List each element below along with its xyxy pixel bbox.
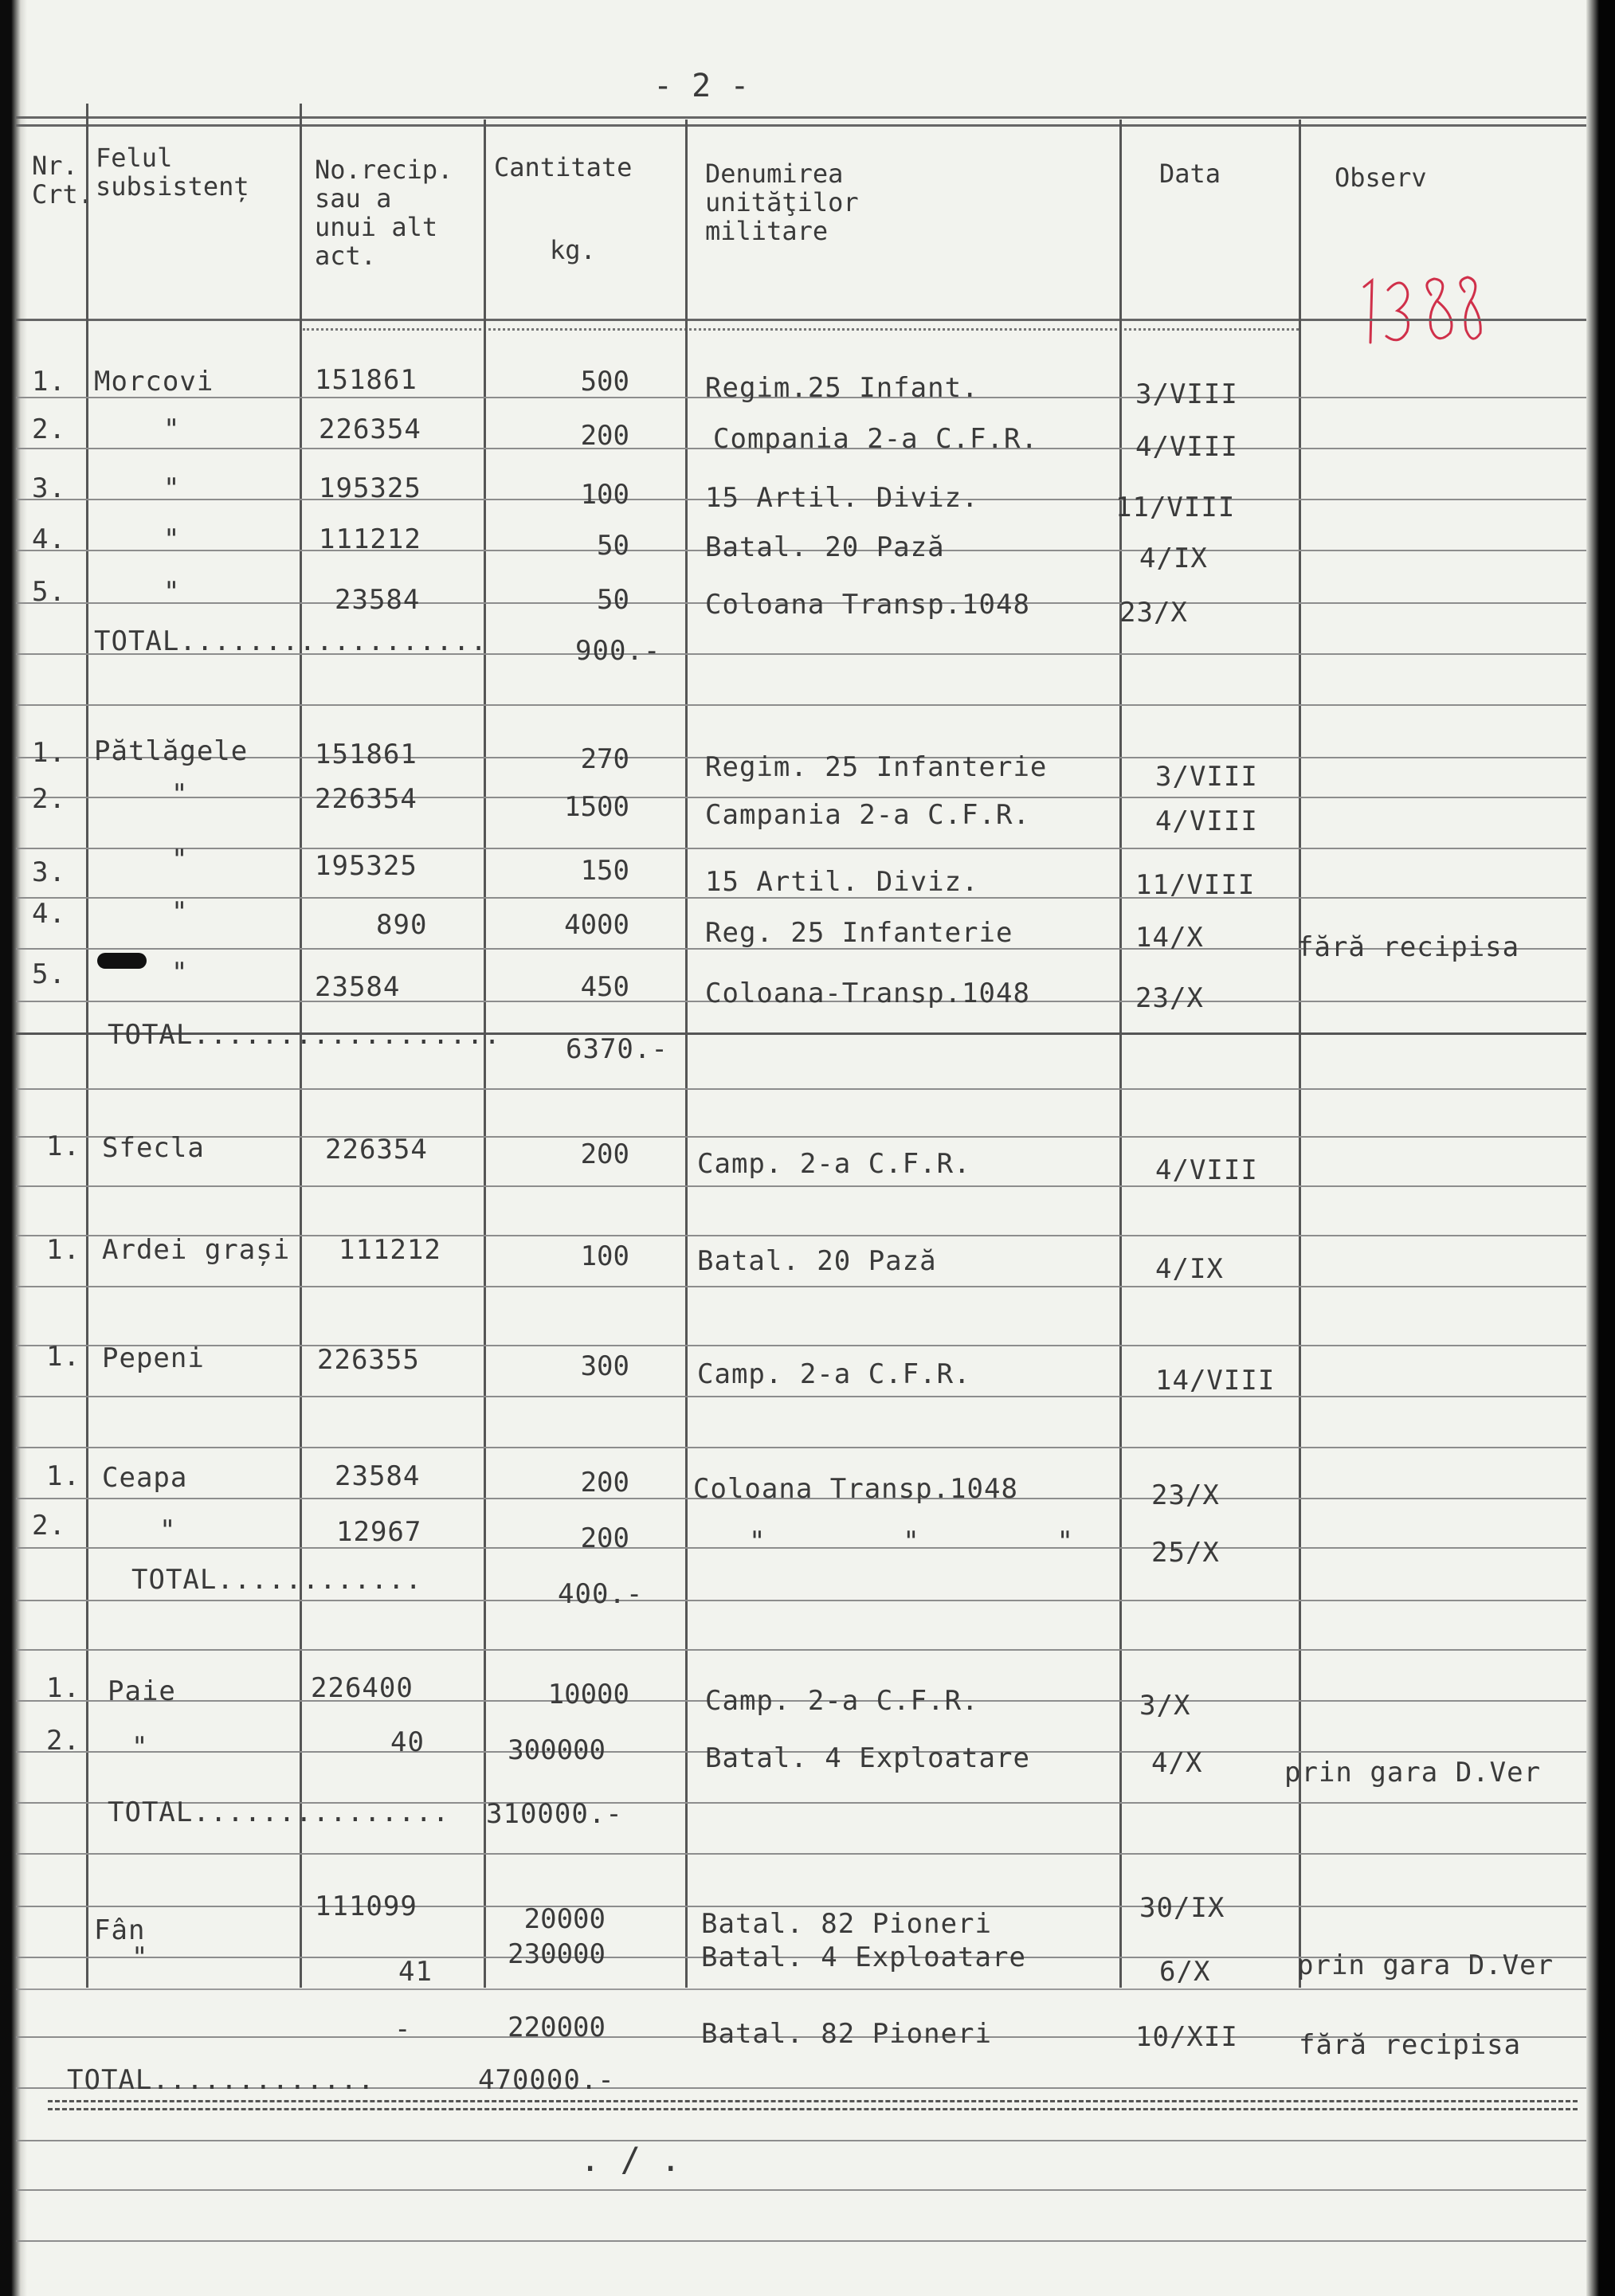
row-product: Paie bbox=[108, 1675, 176, 1707]
column-line bbox=[1119, 120, 1122, 1988]
total-label: TOTAL............ bbox=[131, 1564, 422, 1596]
row-obs: fără recipisa bbox=[1299, 2029, 1522, 2061]
header-nr-recipisa: No.recip. sau a unui alt act. bbox=[315, 155, 453, 271]
row-date: 4/VIII bbox=[1155, 805, 1258, 837]
row-qty: 270 bbox=[580, 743, 629, 775]
row-product: " bbox=[159, 1514, 177, 1546]
row-nr: 5. bbox=[32, 576, 66, 608]
row-recip: - bbox=[394, 2013, 412, 2045]
row-date: 10/XII bbox=[1135, 2021, 1238, 2053]
row-qty: 450 bbox=[580, 971, 629, 1003]
row-product: Ceapa bbox=[102, 1462, 188, 1494]
bottom-rule bbox=[48, 2100, 1578, 2102]
row-unit: Camp. 2-a C.F.R. bbox=[697, 1358, 971, 1390]
row-unit: Reg. 25 Infanterie bbox=[705, 917, 1013, 949]
column-line bbox=[1299, 120, 1301, 1988]
row-qty: 150 bbox=[580, 855, 629, 887]
row-product: Sfecla bbox=[102, 1132, 205, 1164]
row-nr: 1. bbox=[32, 366, 66, 398]
total-value: 6370.- bbox=[566, 1033, 668, 1065]
top-rule-2 bbox=[16, 124, 1605, 127]
page-number: - 2 - bbox=[653, 68, 750, 104]
row-date: 4/IX bbox=[1155, 1253, 1224, 1285]
row-nr: 1. bbox=[46, 1460, 80, 1492]
row-recip: 151861 bbox=[315, 364, 417, 396]
header-rule-dotted bbox=[303, 328, 1299, 331]
row-unit: Batal. 4 Exploatare bbox=[701, 1941, 1026, 1973]
row-qty: 300 bbox=[580, 1350, 629, 1382]
row-date: 6/X bbox=[1159, 1956, 1211, 1988]
row-nr: 1. bbox=[46, 1672, 80, 1704]
row-unit: Batal. 82 Pioneri bbox=[701, 2018, 992, 2050]
row-unit: Regim. 25 Infanterie bbox=[705, 751, 1048, 783]
row-nr: 1. bbox=[46, 1341, 80, 1373]
row-unit: Batal. 82 Pioneri bbox=[701, 1908, 992, 1940]
row-recip: 111212 bbox=[339, 1234, 441, 1266]
row-product: Fân bbox=[94, 1914, 146, 1946]
row-date: 3/VIII bbox=[1155, 761, 1258, 793]
row-recip: 111212 bbox=[319, 523, 421, 555]
row-product: " bbox=[171, 957, 189, 989]
row-unit: Coloana Transp.1048 bbox=[705, 589, 1030, 621]
row-product: Morcovi bbox=[94, 366, 214, 398]
row-nr: 1. bbox=[46, 1234, 80, 1266]
row-nr: 3. bbox=[32, 472, 66, 504]
row-product: " bbox=[163, 472, 181, 504]
row-qty: 200 bbox=[580, 420, 629, 452]
row-product: " bbox=[163, 523, 181, 555]
row-recip: 40 bbox=[390, 1726, 425, 1758]
total-label: TOTAL............. bbox=[67, 2064, 375, 2096]
row-date: 11/VIII bbox=[1135, 869, 1256, 901]
row-unit: 15 Artil. Diviz. bbox=[705, 482, 979, 514]
row-nr: 1. bbox=[46, 1130, 80, 1162]
row-product: Pepeni bbox=[102, 1342, 205, 1374]
row-nr: 1. bbox=[32, 737, 66, 769]
row-date: 23/X bbox=[1119, 597, 1188, 629]
row-qty: 100 bbox=[580, 479, 629, 511]
row-qty: 10000 bbox=[547, 1679, 629, 1710]
row-qty: 200 bbox=[580, 1522, 629, 1554]
row-unit: Batal. 20 Pază bbox=[697, 1245, 937, 1277]
row-recip: 23584 bbox=[335, 584, 421, 616]
row-product: " bbox=[131, 1731, 149, 1763]
total-label: TOTAL.................. bbox=[94, 625, 488, 657]
row-date: 14/VIII bbox=[1155, 1365, 1276, 1397]
row-unit: Compania 2-a C.F.R. bbox=[713, 423, 1038, 455]
row-obs: prin gara D.Ver bbox=[1297, 1949, 1554, 1981]
column-line bbox=[685, 120, 688, 1988]
row-date: 3/X bbox=[1139, 1690, 1191, 1722]
row-product: " bbox=[131, 1941, 149, 1973]
row-date: 4/X bbox=[1151, 1747, 1203, 1779]
row-recip: 195325 bbox=[315, 850, 417, 882]
header-rule bbox=[16, 319, 1605, 321]
row-product: Ardei grași bbox=[102, 1234, 291, 1266]
row-date: 25/X bbox=[1151, 1537, 1220, 1569]
header-denumirea: Denumirea unităţilor militare bbox=[705, 159, 859, 246]
row-unit: Coloana-Transp.1048 bbox=[705, 978, 1030, 1009]
row-recip: 12967 bbox=[336, 1516, 422, 1548]
row-nr: 2. bbox=[32, 413, 66, 445]
row-nr: 2. bbox=[32, 783, 66, 815]
row-unit: Coloana Transp.1048 bbox=[693, 1473, 1018, 1505]
row-nr: 2. bbox=[46, 1725, 80, 1757]
row-unit: 15 Artil. Diviz. bbox=[705, 866, 979, 898]
total-value: 470000.- bbox=[478, 2064, 615, 2096]
row-unit: Camp. 2-a C.F.R. bbox=[705, 1685, 979, 1717]
row-qty: 4000 bbox=[564, 909, 629, 941]
row-date: 11/VIII bbox=[1115, 492, 1236, 523]
row-recip: 890 bbox=[376, 909, 428, 941]
row-recip: 23584 bbox=[315, 971, 401, 1003]
row-qty: 200 bbox=[580, 1467, 629, 1499]
row-unit: Batal. 4 Exploatare bbox=[705, 1742, 1030, 1774]
row-qty: 1500 bbox=[564, 791, 629, 823]
row-recip: 226355 bbox=[317, 1344, 420, 1376]
row-nr: 2. bbox=[32, 1510, 66, 1542]
total-value: 310000.- bbox=[486, 1798, 623, 1830]
row-recip: 151861 bbox=[315, 739, 417, 770]
row-qty: 200 bbox=[580, 1138, 629, 1170]
row-product: " bbox=[171, 844, 189, 876]
row-date: 4/VIII bbox=[1155, 1154, 1258, 1186]
row-product: " bbox=[171, 778, 189, 810]
row-nr: 5. bbox=[32, 958, 66, 990]
row-date: 30/IX bbox=[1139, 1892, 1225, 1924]
row-nr: 4. bbox=[32, 898, 66, 930]
bottom-rule-2 bbox=[48, 2108, 1578, 2110]
row-obs: fără recipisa bbox=[1297, 931, 1520, 963]
row-unit: Batal. 20 Pază bbox=[705, 531, 945, 563]
row-date: 23/X bbox=[1135, 982, 1204, 1014]
row-recip: 111099 bbox=[315, 1890, 417, 1922]
row-qty: 300000 bbox=[508, 1734, 606, 1766]
row-date: 4/IX bbox=[1139, 543, 1208, 574]
top-rule bbox=[16, 116, 1605, 119]
row-unit: " " " bbox=[749, 1526, 1074, 1557]
row-unit: Campania 2-a C.F.R. bbox=[705, 799, 1030, 831]
row-unit: Regim.25 Infant. bbox=[705, 372, 979, 404]
row-recip: 226354 bbox=[315, 783, 417, 815]
row-recip: 41 bbox=[398, 1956, 433, 1988]
row-product: Pătlăgele bbox=[94, 735, 249, 767]
row-date: 4/VIII bbox=[1135, 431, 1238, 463]
row-date: 23/X bbox=[1151, 1479, 1220, 1511]
ink-blot bbox=[97, 953, 147, 969]
total-label: TOTAL............... bbox=[108, 1796, 450, 1828]
row-date: 3/VIII bbox=[1135, 378, 1238, 410]
row-obs: prin gara D.Ver bbox=[1284, 1757, 1542, 1789]
header-cantitate: Cantitate bbox=[494, 152, 633, 182]
row-qty: 230000 bbox=[508, 1938, 606, 1970]
row-product: " bbox=[171, 896, 189, 928]
total-value: 900.- bbox=[575, 635, 661, 667]
total-label: TOTAL.................. bbox=[108, 1019, 501, 1051]
row-date: 14/X bbox=[1135, 922, 1204, 954]
row-product: " bbox=[163, 413, 181, 445]
handwritten-annotation bbox=[1354, 263, 1482, 351]
row-recip: 195325 bbox=[319, 472, 421, 504]
row-unit: Camp. 2-a C.F.R. bbox=[697, 1148, 971, 1180]
header-observ: Observ bbox=[1335, 163, 1427, 193]
row-qty: 100 bbox=[580, 1240, 629, 1272]
row-qty: 500 bbox=[580, 366, 629, 398]
row-qty: 20000 bbox=[523, 1903, 606, 1935]
footer-mark: . / . bbox=[580, 2140, 681, 2179]
row-qty: 220000 bbox=[508, 2012, 606, 2043]
row-nr: 4. bbox=[32, 523, 66, 555]
row-recip: 226354 bbox=[319, 413, 421, 445]
row-qty: 50 bbox=[597, 530, 629, 562]
header-data: Data bbox=[1159, 159, 1221, 189]
row-recip: 23584 bbox=[335, 1460, 421, 1492]
row-qty: 50 bbox=[597, 584, 629, 616]
header-felul-subsistentei: Felul subsistenț bbox=[96, 143, 249, 202]
row-nr: 3. bbox=[32, 856, 66, 888]
header-kg: kg. bbox=[550, 235, 596, 265]
header-nr-crt: Nr. Crt. bbox=[32, 151, 94, 210]
column-line bbox=[86, 104, 88, 1988]
row-recip: 226354 bbox=[325, 1134, 428, 1166]
total-value: 400.- bbox=[558, 1578, 644, 1610]
row-recip: 226400 bbox=[311, 1672, 414, 1704]
row-product: " bbox=[163, 576, 181, 608]
